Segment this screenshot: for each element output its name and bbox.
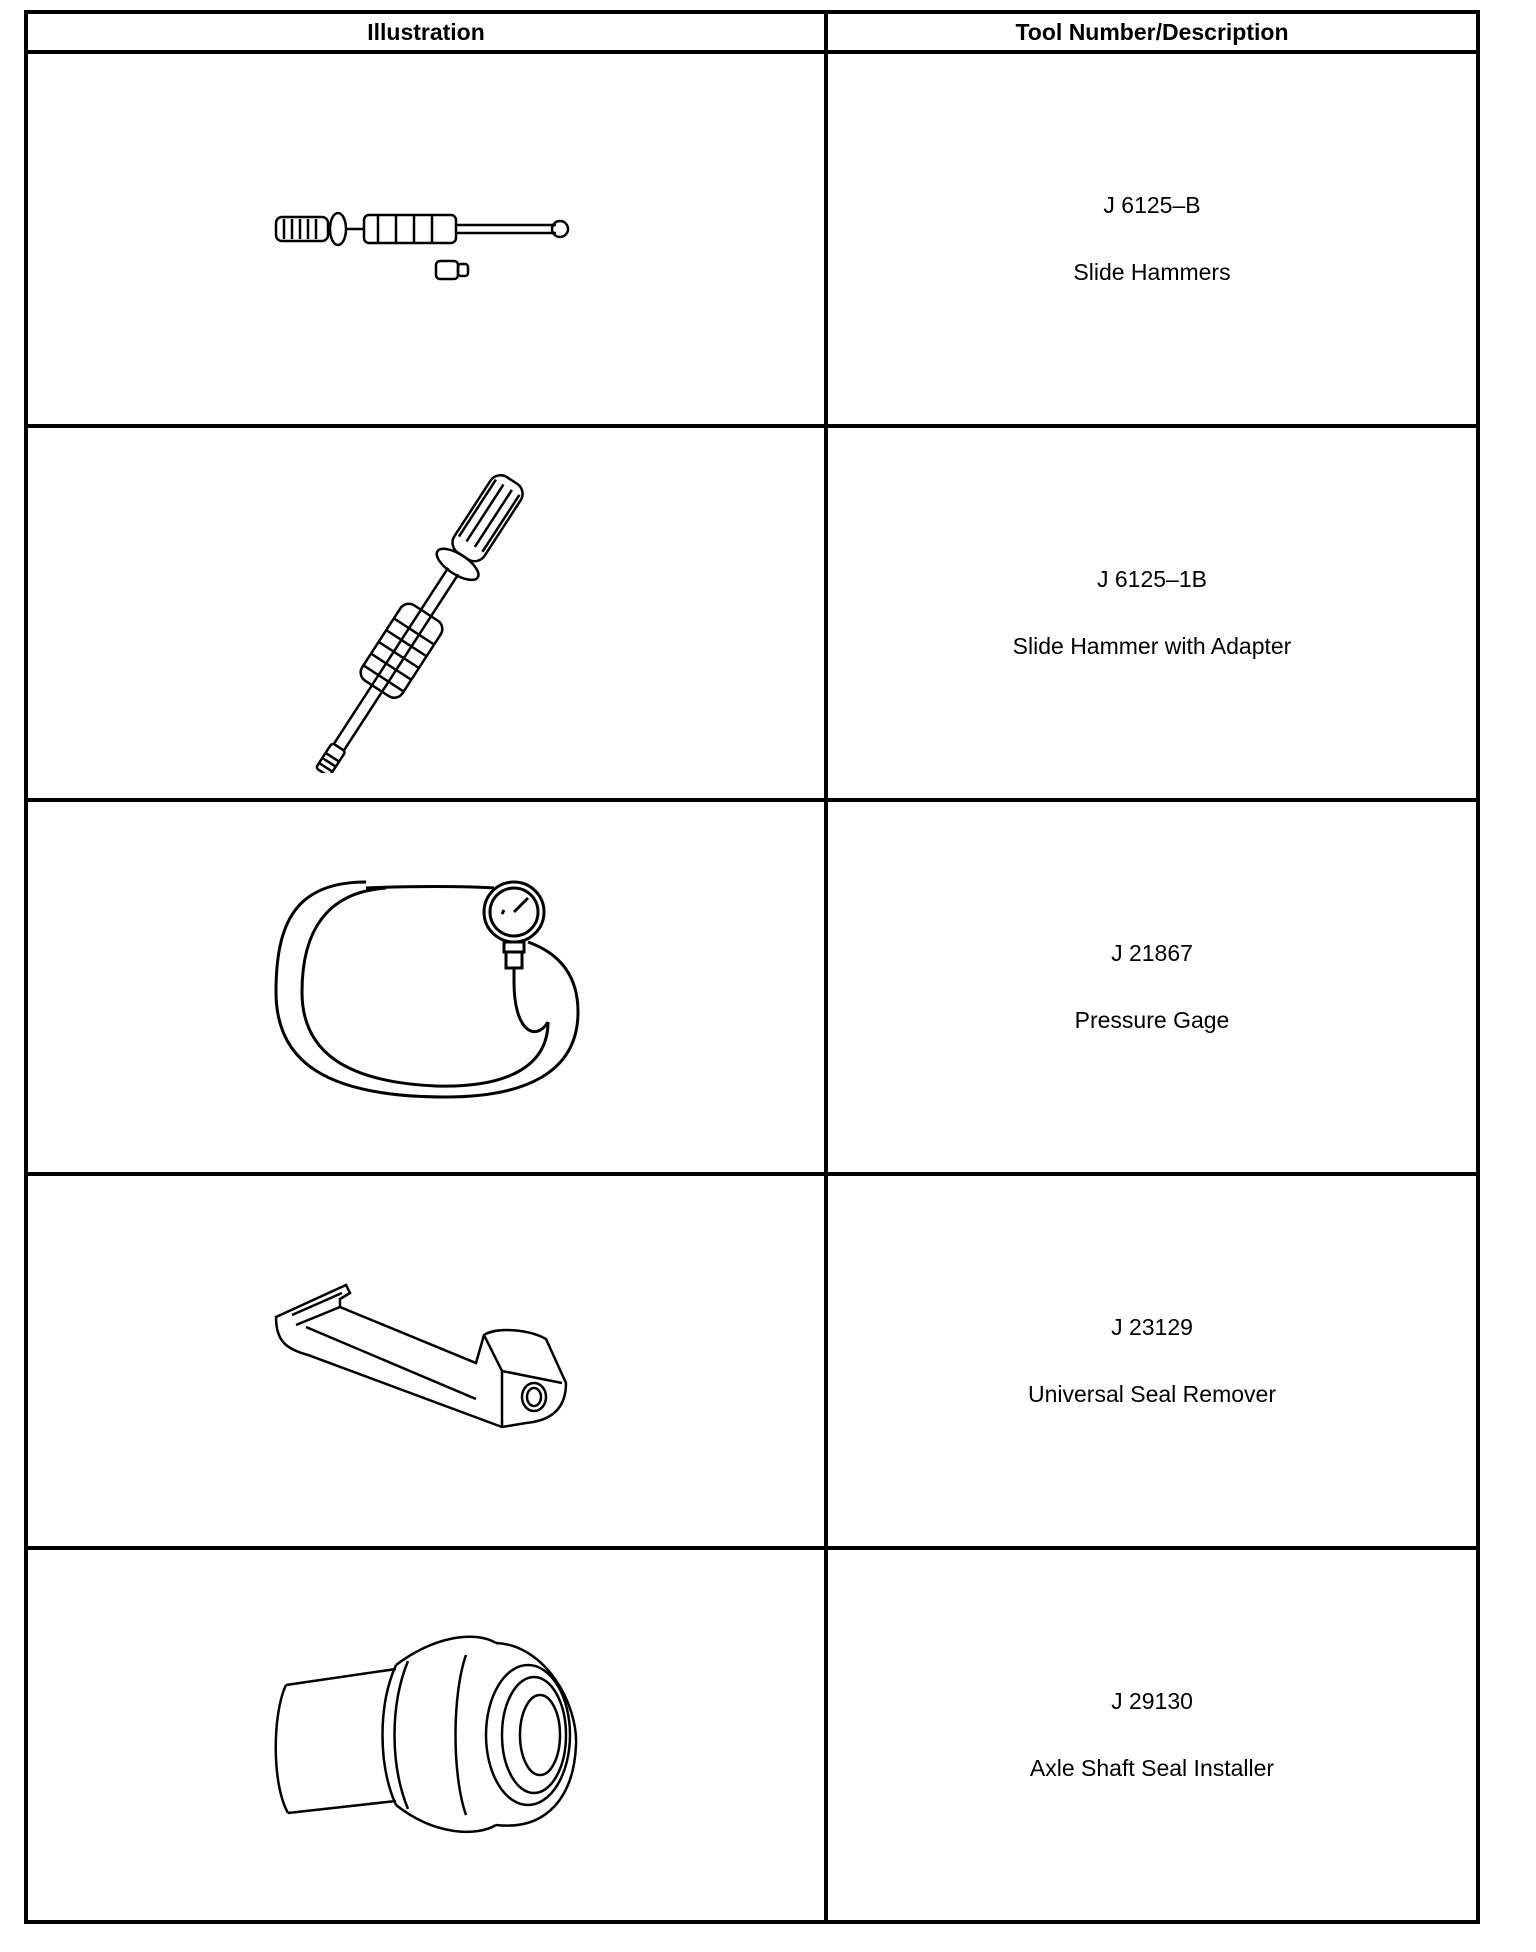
illustration-cell — [26, 800, 826, 1174]
description-cell — [826, 426, 1478, 800]
tool-number: J 6125–1B — [1097, 566, 1207, 592]
table-row — [26, 426, 1478, 800]
tool-description: Slide Hammer with Adapter — [1012, 633, 1292, 659]
description-cell — [826, 800, 1478, 1174]
tools-table — [24, 10, 1480, 1924]
seal-remover-icon — [266, 1271, 586, 1451]
seal-installer-icon — [266, 1625, 586, 1845]
slide-hammers-icon — [256, 179, 596, 299]
illustration-cell — [26, 52, 826, 426]
tool-description: Universal Seal Remover — [1028, 1381, 1276, 1407]
tool-number: J 21867 — [1111, 940, 1193, 966]
tool-number: J 23129 — [1111, 1314, 1193, 1340]
tool-description: Pressure Gage — [1074, 1007, 1230, 1033]
tool-number: J 6125–B — [1103, 192, 1201, 218]
tool-number: J 29130 — [1111, 1688, 1193, 1714]
header-illustration: Illustration — [26, 12, 826, 52]
illustration-cell — [26, 1548, 826, 1922]
illustration-cell — [26, 426, 826, 800]
table-row — [26, 800, 1478, 1174]
slide-hammer-adapter-icon — [276, 453, 576, 773]
description-cell — [826, 52, 1478, 426]
description-cell — [826, 1174, 1478, 1548]
header-row — [26, 12, 1478, 52]
header-tool-description: Tool Number/Description — [826, 12, 1478, 52]
illustration-cell — [26, 1174, 826, 1548]
table-row — [26, 1548, 1478, 1922]
description-cell — [826, 1548, 1478, 1922]
table-row — [26, 52, 1478, 426]
pressure-gage-icon — [266, 862, 586, 1112]
table-row — [26, 1174, 1478, 1548]
tool-description: Slide Hammers — [1073, 259, 1231, 285]
tool-description: Axle Shaft Seal Installer — [1029, 1755, 1275, 1781]
